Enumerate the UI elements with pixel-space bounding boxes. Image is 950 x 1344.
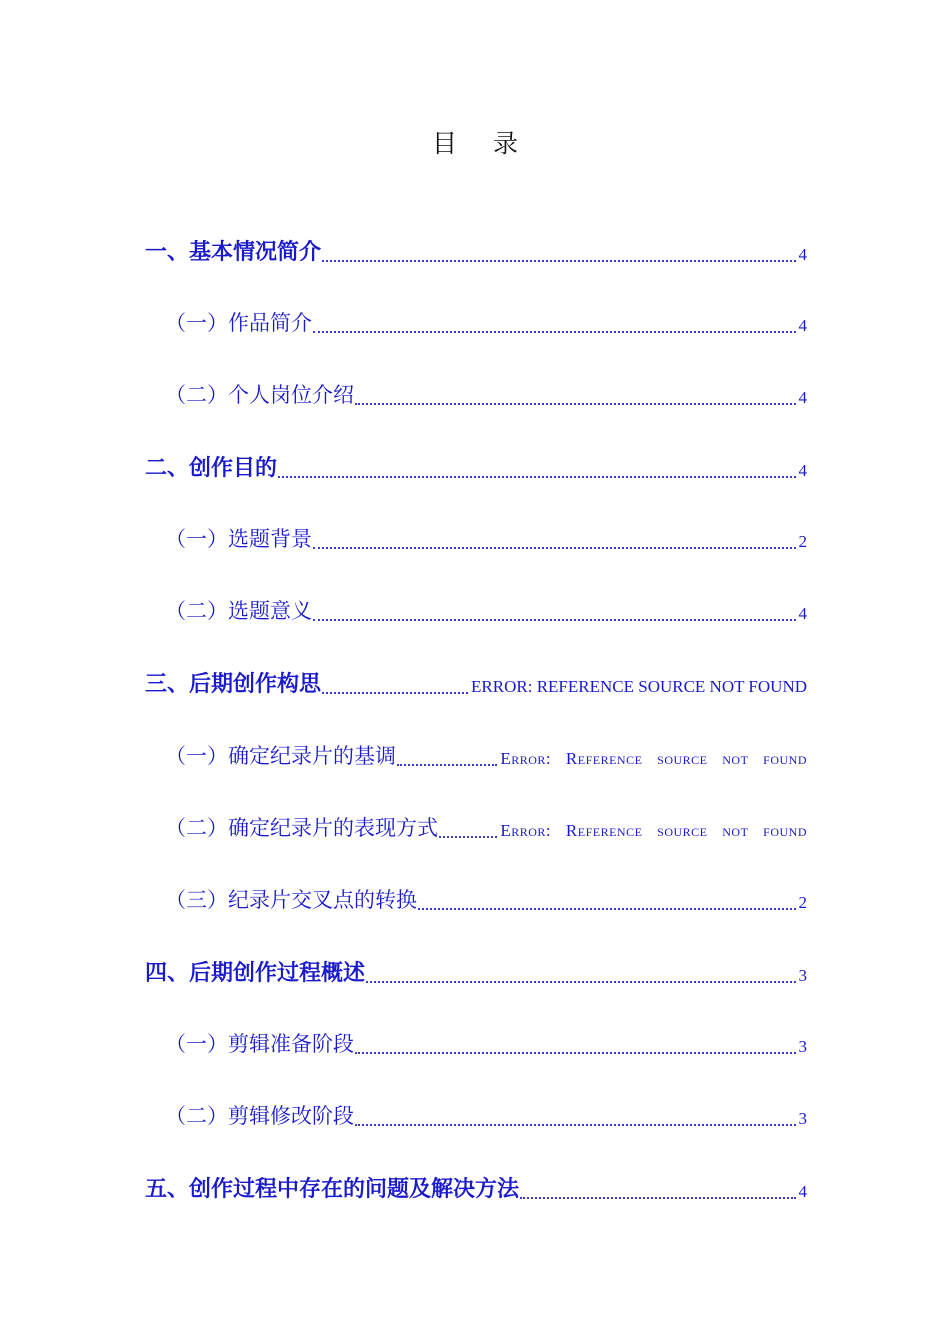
toc-entry[interactable] — [0, 882, 950, 918]
toc-entry[interactable] — [0, 810, 950, 846]
toc-entry-label: 五、创作过程中存在的问题及解决方法 — [145, 1177, 520, 1202]
toc-leader — [322, 260, 795, 262]
toc-entry[interactable] — [0, 593, 950, 629]
toc-page-number: 2 — [798, 532, 807, 551]
toc-entry-label: （二）选题意义 — [165, 599, 312, 623]
toc-page-number: 2 — [798, 893, 807, 912]
toc-entry-label: （三）纪录片交叉点的转换 — [165, 888, 417, 912]
toc-entry-label: （一）剪辑准备阶段 — [165, 1032, 354, 1056]
toc-entry-label: （二）确定纪录片的表现方式 — [165, 816, 438, 840]
toc-entry-label: （一）确定纪录片的基调 — [165, 744, 396, 768]
toc-page-number: ERROR: REFERENCE SOURCE NOT FOUND — [471, 677, 807, 696]
toc-entry[interactable] — [0, 377, 950, 413]
toc-leader — [313, 619, 796, 621]
toc-leader — [355, 1052, 796, 1054]
toc-entry[interactable] — [0, 1026, 950, 1062]
toc-entry-label: 四、后期创作过程概述 — [145, 961, 366, 986]
toc-page-number: 3 — [798, 1037, 807, 1056]
toc-entry[interactable] — [0, 1098, 950, 1134]
toc-page-number: 4 — [798, 461, 807, 480]
toc-leader — [418, 908, 796, 910]
toc-leader — [355, 403, 796, 405]
toc-leader — [520, 1197, 795, 1199]
toc-entry-label: 二、创作目的 — [145, 456, 278, 481]
toc-leader — [439, 836, 497, 838]
toc-page-number: 3 — [798, 966, 807, 985]
toc-entry[interactable] — [0, 666, 950, 702]
toc-page-number: 4 — [798, 245, 807, 264]
toc-entry[interactable] — [0, 521, 950, 557]
toc-page-number: Error: Reference source not found — [500, 749, 807, 768]
toc-leader — [397, 764, 497, 766]
toc-entry[interactable] — [0, 955, 950, 991]
toc-entry[interactable] — [0, 305, 950, 341]
toc-leader — [313, 331, 796, 333]
toc-entry-label: 一、基本情况简介 — [145, 240, 322, 265]
toc-entry[interactable] — [0, 1171, 950, 1207]
toc-page-number: 3 — [798, 1109, 807, 1128]
toc-leader — [355, 1124, 796, 1126]
toc-leader — [313, 547, 796, 549]
toc-page-number: 4 — [798, 1182, 807, 1201]
toc-page-number: 4 — [798, 316, 807, 335]
toc-page-number: 4 — [798, 388, 807, 407]
toc-leader — [366, 981, 795, 983]
toc-entry[interactable] — [0, 738, 950, 774]
toc-entry[interactable] — [0, 450, 950, 486]
toc-entry[interactable] — [0, 234, 950, 270]
toc-entry-label: （一）作品简介 — [165, 311, 312, 335]
toc-page-number: Error: Reference source not found — [500, 821, 807, 840]
toc-leader — [322, 692, 468, 694]
toc-entry-label: （二）个人岗位介绍 — [165, 383, 354, 407]
toc-page-number: 4 — [798, 604, 807, 623]
toc-leader — [278, 476, 795, 478]
toc-entry-label: （一）选题背景 — [165, 527, 312, 551]
page-title: 目 录 — [432, 129, 532, 158]
toc-entry-label: 三、后期创作构思 — [145, 672, 322, 697]
toc-entry-label: （二）剪辑修改阶段 — [165, 1104, 354, 1128]
